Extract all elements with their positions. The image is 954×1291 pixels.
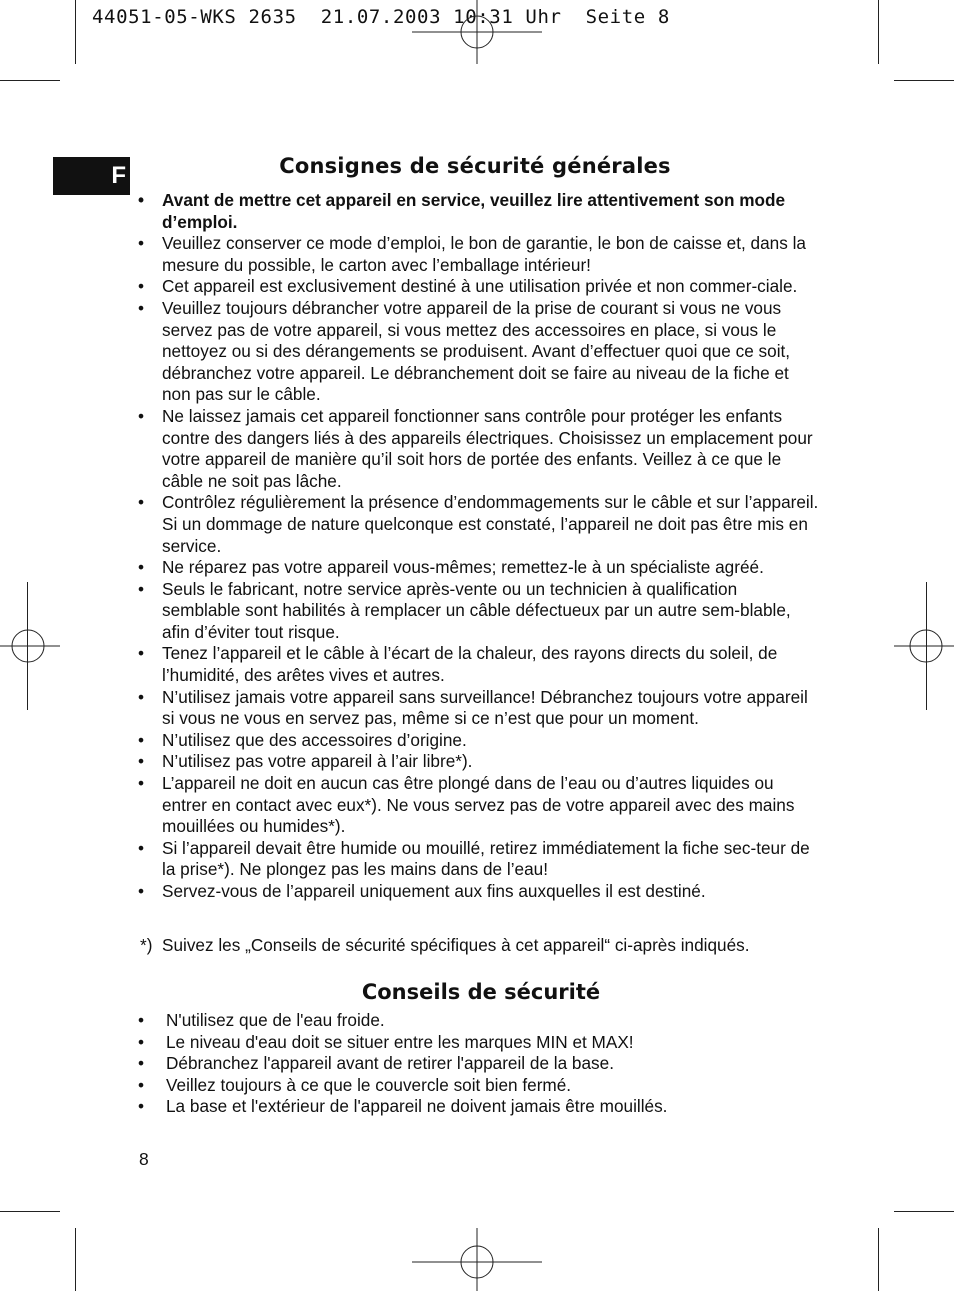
list-item-text: Si l’appareil devait être humide ou mouillé, retirez immédiatement la fiche sec-teur de la prise*). Ne plongez pas les mains dans de l’eau!	[162, 837, 810, 880]
bullet-icon: •	[138, 233, 145, 254]
list-item	[0, 406, 820, 492]
crop-mark	[0, 80, 60, 81]
bullet-icon: •	[138, 190, 145, 210]
crop-mark	[0, 1211, 60, 1212]
bullet-icon: •	[138, 751, 145, 772]
crop-mark	[75, 1228, 76, 1291]
crop-mark	[894, 80, 954, 81]
list-item	[0, 190, 820, 233]
list-item-text: N’utilisez pas votre appareil à l’air libre*).	[162, 751, 473, 772]
section-title-safety-advice: Conseils de sécurité	[361, 980, 601, 1004]
list-item-text: Contrôlez régulièrement la présence d’endommagements sur le câble et sur l’appareil. Si un dommage de nature quelconque est constaté, l’appareil ne doit pas être mis en service.	[162, 492, 819, 556]
safety-advice-list	[0, 1010, 806, 1118]
list-item	[0, 730, 820, 752]
bullet-icon: •	[138, 729, 145, 750]
list-item-text: La base et l'extérieur de l'appareil ne doivent jamais être mouillés.	[166, 1096, 668, 1117]
bullet-icon: •	[138, 1010, 145, 1030]
list-item	[0, 687, 820, 730]
list-item	[0, 233, 820, 276]
list-item	[0, 1053, 806, 1075]
footnote-text: Suivez les „Conseils de sécurité spécifiques à cet appareil“ ci-après indiqués.	[162, 935, 750, 955]
list-item-text: Veuillez conserver ce mode d’emploi, le bon de garantie, le bon de caisse et, dans la mesure du possible, le carton avec l’emballage intérieur!	[162, 233, 806, 275]
print-slug: 44051-05-WKS 2635 21.07.2003 10:31 Uhr Seite 8	[92, 6, 670, 28]
list-item	[0, 557, 820, 579]
crop-mark	[878, 1228, 879, 1291]
list-item	[0, 838, 820, 881]
list-item-text: Le niveau d'eau doit se situer entre les marques MIN et MAX!	[166, 1031, 634, 1052]
bullet-icon: •	[138, 405, 145, 426]
list-item	[0, 773, 820, 838]
list-item	[0, 1032, 806, 1054]
list-item-text: Servez-vous de l’appareil uniquement aux fins auxquelles il est destiné.	[162, 881, 706, 901]
list-item-text: L’appareil ne doit en aucun cas être plongé dans de l’eau ou d’autres liquides ou entrer en contact avec eux*). Ne vous servez pas de votre appareil avec des mains mouillées ou humides*).	[162, 773, 795, 837]
registration-mark-bottom	[412, 1228, 542, 1291]
list-item-text: Veuillez toujours débrancher votre appareil de la prise de courant si vous ne vous servez pas de votre appareil, si vous mettez des accessoires en place, si vous le nettoyez ou si des dérangements se produisent. Avant d’effectuer quoi que ce soit, débranchez votre appareil. Le débranchement doit se faire au niveau de la fiche et non pas sur le câble.	[162, 297, 791, 405]
list-item	[0, 1075, 806, 1097]
list-item	[0, 579, 820, 644]
list-item	[0, 751, 820, 773]
general-safety-list	[0, 190, 820, 903]
list-item	[0, 881, 820, 903]
bullet-icon: •	[138, 297, 145, 318]
bullet-icon: •	[138, 1096, 145, 1117]
crop-mark	[75, 0, 76, 64]
bullet-icon: •	[138, 492, 145, 513]
list-item	[0, 276, 820, 298]
list-item-text: Seuls le fabricant, notre service après-vente ou un technicien à qualification semblable sont habilités à remplacer un câble défectueux par un autre sem-blable, afin d’éviter tout risque.	[162, 578, 791, 642]
section-title-general-safety: Consignes de sécurité générales	[279, 154, 671, 178]
bullet-icon: •	[138, 1031, 145, 1052]
crop-mark	[894, 1211, 954, 1212]
list-item	[0, 1096, 806, 1118]
bullet-icon: •	[138, 276, 145, 297]
bullet-icon: •	[138, 881, 145, 901]
list-item-text: Cet appareil est exclusivement destiné à une utilisation privée et non commer-ciale.	[162, 276, 798, 297]
list-item-text: N'utilisez que de l'eau froide.	[166, 1010, 385, 1030]
bullet-icon: •	[138, 1074, 145, 1095]
bullet-icon: •	[138, 643, 145, 664]
bullet-icon: •	[138, 837, 145, 858]
bullet-icon: •	[138, 578, 145, 599]
list-item	[0, 1010, 806, 1032]
bullet-icon: •	[138, 686, 145, 707]
list-item-text: Avant de mettre cet appareil en service, veuillez lire attentivement son mode d’emploi.	[162, 190, 786, 232]
list-item-text: Ne réparez pas votre appareil vous-mêmes; remettez-le à un spécialiste agréé.	[162, 557, 764, 578]
crop-mark	[878, 0, 879, 64]
list-item-text: Tenez l’appareil et le câble à l’écart de la chaleur, des rayons directs du soleil, de l’humidité, des arêtes vives et autres.	[162, 643, 778, 686]
list-item	[0, 492, 820, 557]
page-number: 8	[139, 1149, 149, 1169]
bullet-icon: •	[138, 1053, 145, 1074]
list-item	[0, 643, 820, 686]
bullet-icon: •	[138, 773, 145, 794]
registration-mark-right	[894, 614, 954, 678]
bullet-icon: •	[138, 557, 145, 578]
list-item-text: N’utilisez que des accessoires d’origine.	[162, 729, 467, 750]
list-item-text: Ne laissez jamais cet appareil fonctionner sans contrôle pour protéger les enfants contre des dangers liés à des appareils électriques. Choisissez un emplacement pour votre appareil de manière qu’il soit hors de portée des enfants. Veillez à ce que le câble ne soit pas lâche.	[162, 405, 813, 491]
list-item-text: Débranchez l'appareil avant de retirer l'appareil de la base.	[166, 1053, 614, 1074]
footnote-mark: *)	[140, 935, 153, 955]
list-item-text: Veillez toujours à ce que le couvercle soit bien fermé.	[166, 1074, 572, 1095]
list-item	[0, 298, 820, 406]
footnote	[140, 934, 750, 956]
list-item-text: N’utilisez jamais votre appareil sans surveillance! Débranchez toujours votre appareil si vous ne vous en servez pas, même si ce n’est que pour un moment.	[162, 686, 808, 729]
language-tab: F	[53, 157, 130, 195]
registration-mark-top	[412, 0, 542, 64]
